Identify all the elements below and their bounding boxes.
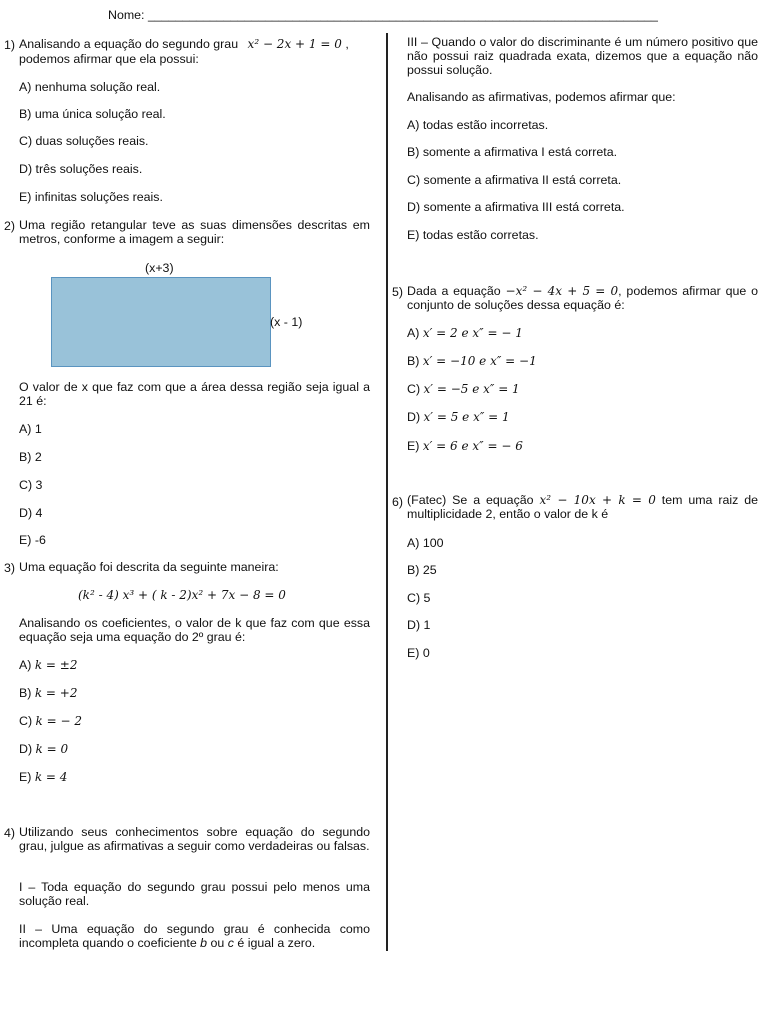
q3-option-c-expr: k = − 2 xyxy=(35,714,82,728)
q6-option-b[interactable]: B) 25 xyxy=(407,563,437,577)
q3-option-e-letter: E) xyxy=(19,770,32,784)
q4-statement-2 xyxy=(19,922,370,950)
q2-option-b[interactable]: B) 2 xyxy=(19,450,42,464)
q4-option-d[interactable]: D) somente a afirmativa III está correta. xyxy=(407,200,625,214)
q1-equation: x² − 2x + 1 = 0 xyxy=(247,37,342,51)
q1-option-b[interactable]: B) uma única solução real. xyxy=(19,107,166,121)
q5-equation: −x² − 4x + 5 = 0 xyxy=(505,284,619,298)
q6-option-a[interactable]: A) 100 xyxy=(407,536,444,550)
q5-option-c-letter: C) xyxy=(407,382,421,396)
q2-option-c[interactable]: C) 3 xyxy=(19,478,43,492)
name-label: Nome: xyxy=(108,8,148,22)
q2-question: O valor de x que faz com que a área dessa região seja igual a 21 é: xyxy=(19,380,370,408)
q4-option-e[interactable]: E) todas estão corretas. xyxy=(407,228,539,242)
q1-option-c[interactable]: C) duas soluções reais. xyxy=(19,134,149,148)
q2-option-d[interactable]: D) 4 xyxy=(19,506,43,520)
q6-equation: x² − 10x + k = 0 xyxy=(539,493,656,507)
q3-option-d[interactable] xyxy=(19,742,68,756)
q5-option-d-letter: D) xyxy=(407,410,421,424)
q4-statement-3: III – Quando o valor do discriminante é um número positivo que não possui raiz quadrada exata, dizemos que a equação não possui solução. xyxy=(407,35,758,77)
q5-text-pre: Dada a equação xyxy=(407,284,501,298)
q3-option-d-expr: k = 0 xyxy=(35,742,69,756)
q1-option-e[interactable]: E) infinitas soluções reais. xyxy=(19,190,163,204)
q1-text-line2: podemos afirmar que ela possui: xyxy=(19,52,199,66)
q5-option-e[interactable] xyxy=(407,439,523,453)
q1-text-post: , xyxy=(345,37,349,51)
q3-number: 3) xyxy=(4,561,16,575)
q5-option-c[interactable] xyxy=(407,382,520,396)
q5-option-b-letter: B) xyxy=(407,354,420,368)
q2-number: 2) xyxy=(4,219,16,233)
q2-label-top: (x+3) xyxy=(145,261,174,275)
q5-option-c-expr: x′ = −5 e x″ = 1 xyxy=(423,382,520,396)
q3-option-a-letter: A) xyxy=(19,658,32,672)
q1-text xyxy=(19,37,349,51)
q4-text: Utilizando seus conhecimentos sobre equação do segundo grau, julgue as afirmativas a seguir como verdadeiras ou falsas. xyxy=(19,825,370,853)
q2-option-e[interactable]: E) -6 xyxy=(19,533,46,547)
q4-statement-2-c: c xyxy=(227,936,234,950)
column-divider xyxy=(386,33,388,951)
q5-option-b-expr: x′ = −10 e x″ = −1 xyxy=(422,354,537,368)
q4-statement-1: I – Toda equação do segundo grau possui pelo menos uma solução real. xyxy=(19,880,370,908)
q4-statement-2-pre: II – Uma equação do segundo grau é conhecida como incompleta quando o coeficiente xyxy=(19,922,370,950)
q5-option-d-expr: x′ = 5 e x″ = 1 xyxy=(423,410,510,424)
q4-option-c[interactable]: C) somente a afirmativa II está correta. xyxy=(407,173,622,187)
q6-option-c[interactable]: C) 5 xyxy=(407,591,431,605)
name-line xyxy=(108,8,658,22)
q5-option-a[interactable] xyxy=(407,326,523,340)
q3-option-a-expr: k = ±2 xyxy=(34,658,78,672)
q3-option-a[interactable] xyxy=(19,658,78,672)
q2-option-a[interactable]: A) 1 xyxy=(19,422,42,436)
q6-option-d[interactable]: D) 1 xyxy=(407,618,431,632)
q1-option-a[interactable]: A) nenhuma solução real. xyxy=(19,80,161,94)
q4-statement-2-b: b xyxy=(200,936,208,950)
q4-statement-2-post: é igual a zero. xyxy=(233,936,316,950)
q5-option-a-expr: x′ = 2 e x″ = − 1 xyxy=(422,326,523,340)
q4-number: 4) xyxy=(4,826,16,840)
q1-option-d[interactable]: D) três soluções reais. xyxy=(19,162,143,176)
q1-number: 1) xyxy=(4,38,16,52)
q5-option-e-letter: E) xyxy=(407,439,420,453)
q5-text xyxy=(407,284,758,312)
q3-question: Analisando os coeficientes, o valor de k que faz com que essa equação seja uma equação do 2º grau é: xyxy=(19,616,370,644)
q3-option-d-letter: D) xyxy=(19,742,33,756)
q3-option-e[interactable] xyxy=(19,770,67,784)
q6-number: 6) xyxy=(392,495,404,509)
q5-option-a-letter: A) xyxy=(407,326,420,340)
q5-option-d[interactable] xyxy=(407,410,510,424)
q2-label-side: (x - 1) xyxy=(270,315,303,329)
q3-text: Uma equação foi descrita da seguinte maneira: xyxy=(19,560,279,574)
q6-text xyxy=(407,493,758,521)
q2-text: Uma região retangular teve as suas dimensões descritas em metros, conforme a imagem a seguir: xyxy=(19,218,370,246)
q5-text-post: , podemos afirmar que o conjunto de soluções dessa equação é: xyxy=(407,284,758,312)
q3-option-b-letter: B) xyxy=(19,686,32,700)
q5-number: 5) xyxy=(392,285,404,299)
q4-option-a[interactable]: A) todas estão incorretas. xyxy=(407,118,549,132)
q5-option-e-expr: x′ = 6 e x″ = − 6 xyxy=(422,439,523,453)
q6-text-post: tem uma raiz de multiplicidade 2, então o valor de k é xyxy=(407,493,758,521)
q3-option-e-expr: k = 4 xyxy=(34,770,68,784)
q4-option-b[interactable]: B) somente a afirmativa I está correta. xyxy=(407,145,618,159)
q3-option-c[interactable] xyxy=(19,714,82,728)
q3-equation: (k² - 4) x³ + ( k - 2)x² + 7x − 8 = 0 xyxy=(78,588,286,602)
q6-text-pre: (Fatec) Se a equação xyxy=(407,493,534,507)
name-blank[interactable]: __________________________________________________________________________ xyxy=(147,8,658,22)
q4-statement-2-mid: ou xyxy=(207,936,228,950)
q4-question: Analisando as afirmativas, podemos afirmar que: xyxy=(407,90,676,104)
q3-option-b[interactable] xyxy=(19,686,78,700)
q5-option-b[interactable] xyxy=(407,354,537,368)
q1-text-pre: Analisando a equação do segundo grau xyxy=(19,37,239,51)
q3-option-c-letter: C) xyxy=(19,714,33,728)
q3-option-b-expr: k = +2 xyxy=(34,686,78,700)
rectangle-figure xyxy=(51,277,271,367)
q6-option-e[interactable]: E) 0 xyxy=(407,646,430,660)
